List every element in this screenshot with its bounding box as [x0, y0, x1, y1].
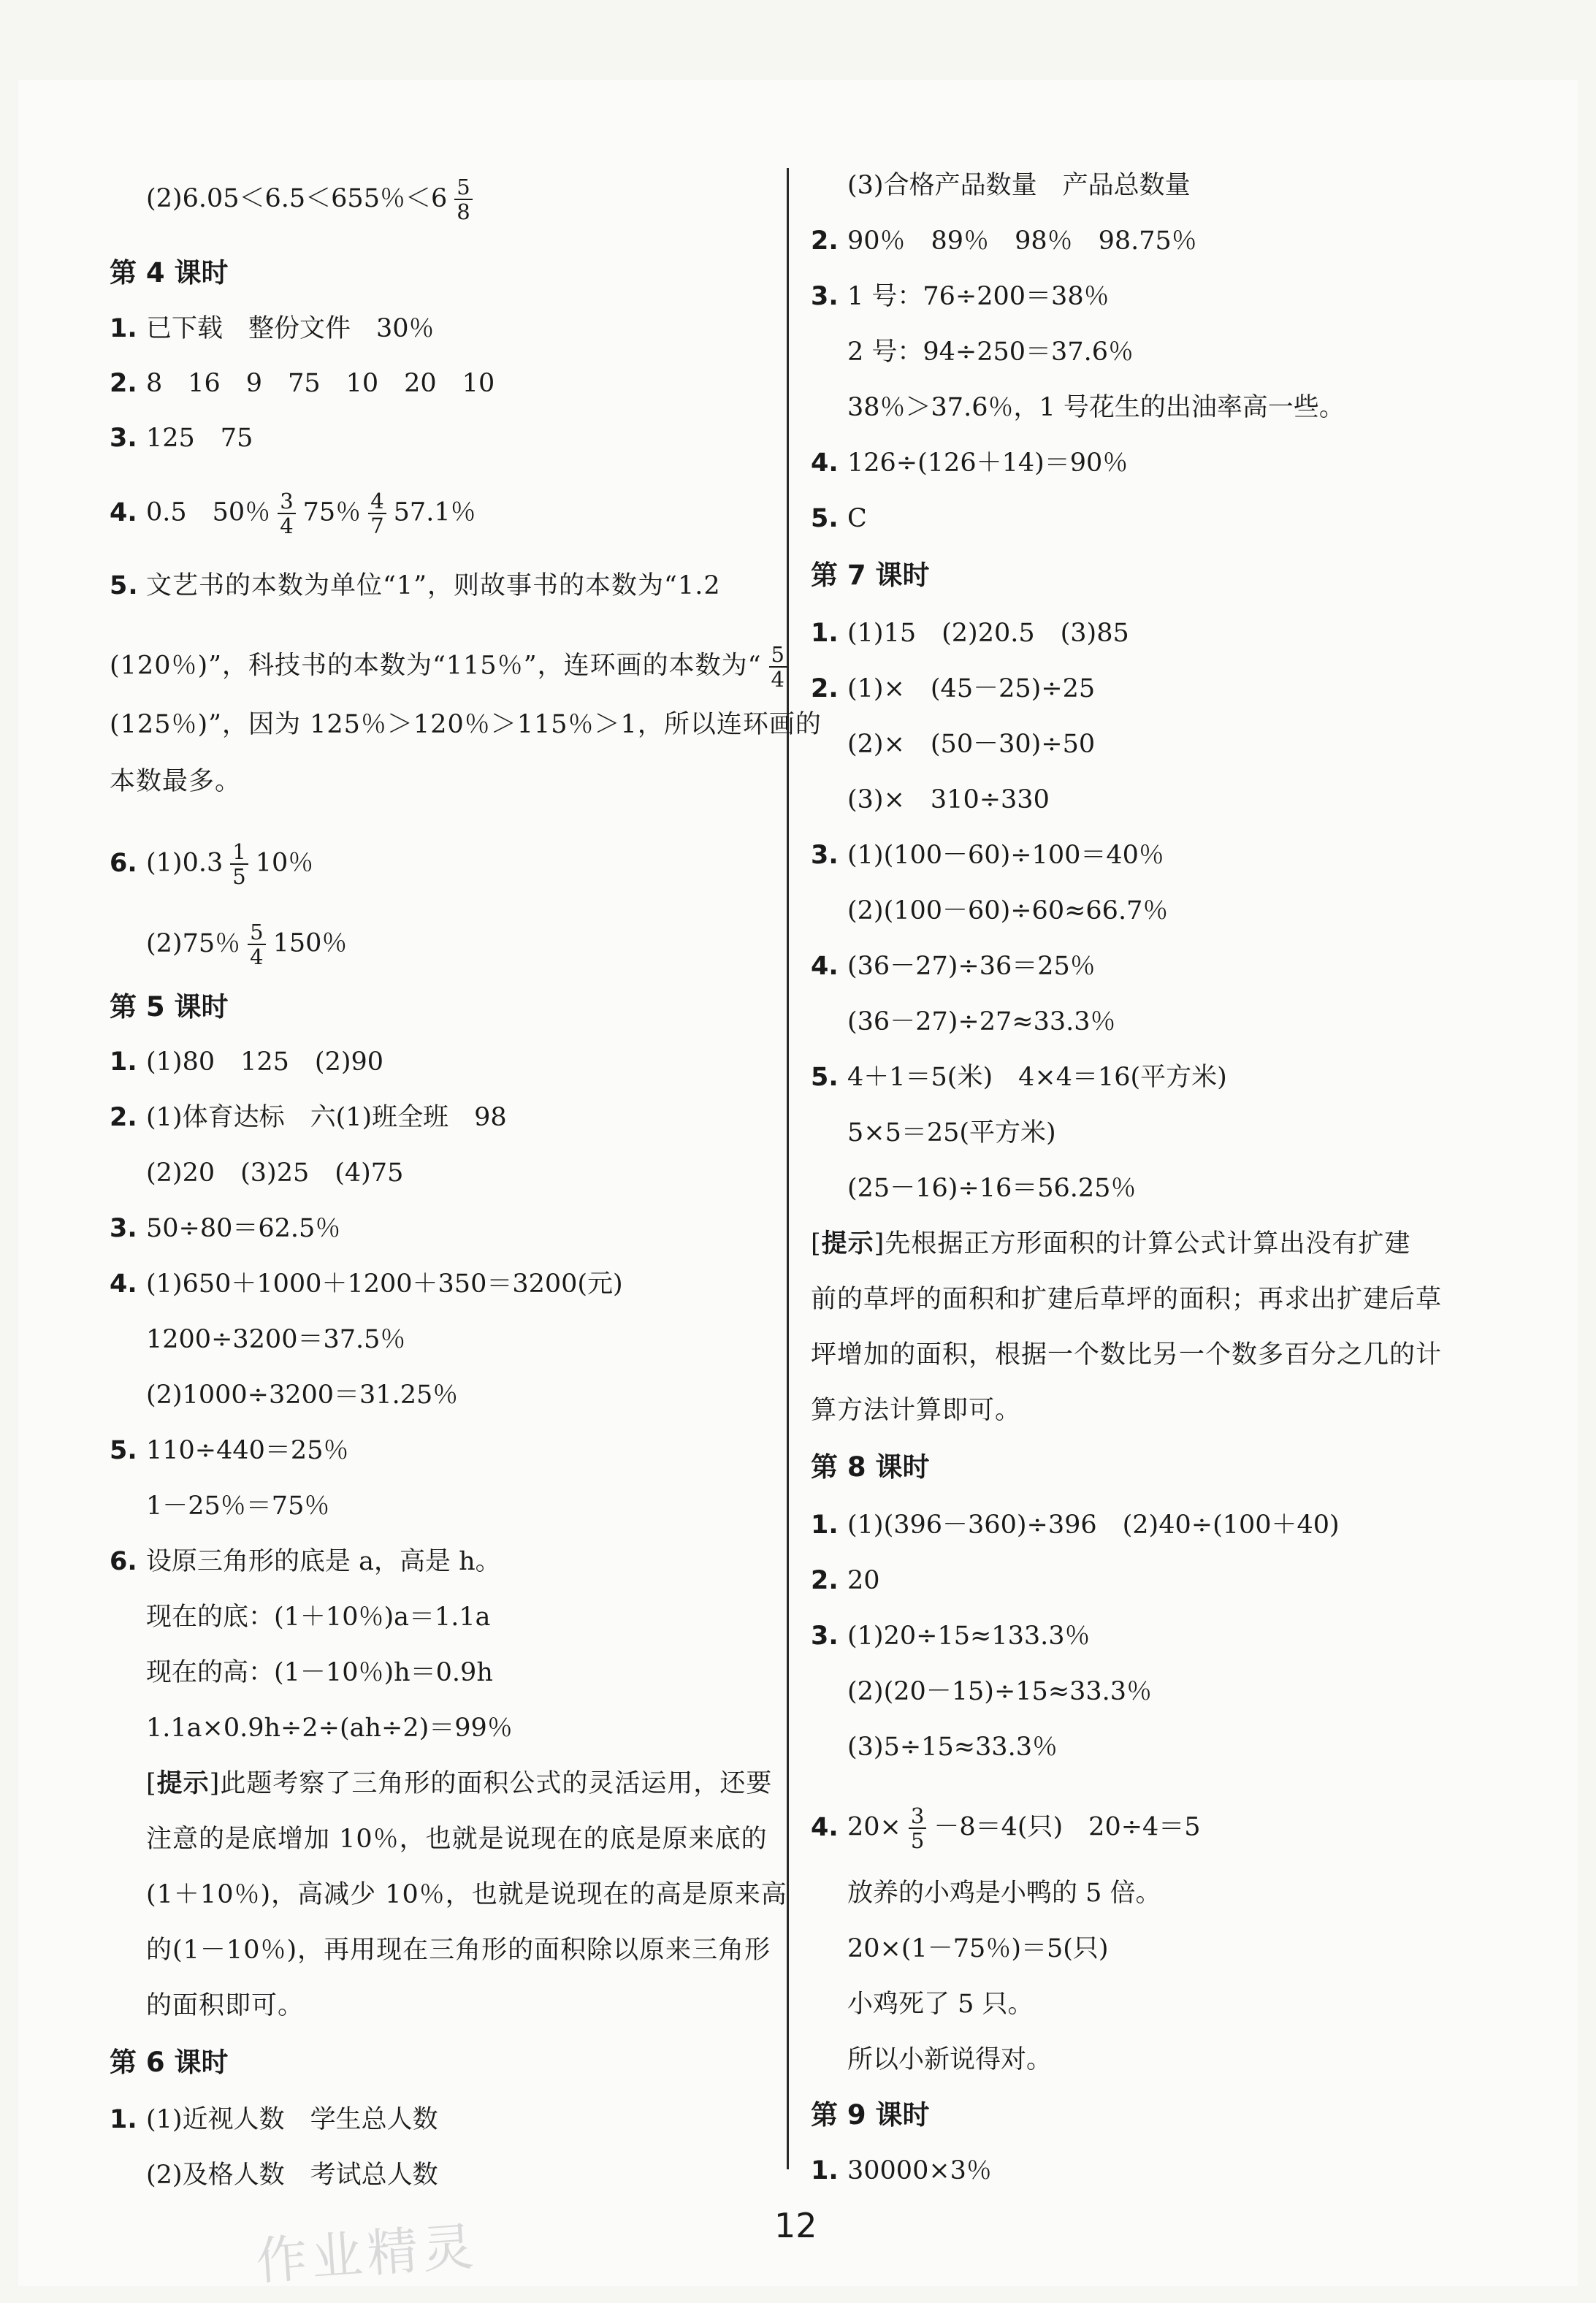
answer-line: 4. 0.5 50％ $\frac{3}{4}$ 75％ $\frac{4}{7}$ 57.1％	[110, 489, 476, 538]
answer-line: (25－16)÷16＝56.25％	[847, 1174, 1137, 1203]
tip-line: 算方法计算即可。	[811, 1396, 1022, 1425]
section-heading: 第 9 课时	[811, 2099, 930, 2131]
answer-line: 1. (1)(396－360)÷396 (2)40÷(100＋40)	[811, 1510, 1340, 1540]
tip-label: 提示	[156, 1768, 210, 1798]
answer-line: (2)20 (3)25 (4)75	[146, 1158, 404, 1188]
answer-line: 1200÷3200＝37.5％	[146, 1325, 406, 1354]
answer-line: 1. (1)近视人数 学生总人数	[110, 2105, 438, 2134]
answer-line: 5×5＝25(平方米)	[847, 1118, 1056, 1147]
answer-line: 2. 20	[811, 1566, 880, 1595]
answer-line	[110, 175, 480, 224]
tip-line: [提示]先根据正方形面积的计算公式计算出没有扩建	[811, 1229, 1411, 1259]
tip-line: 坪增加的面积，根据一个数比另一个数多百分之几的计	[811, 1340, 1443, 1370]
tip-label: 提示	[821, 1229, 874, 1259]
answer-line: 1. (1)15 (2)20.5 (3)85	[811, 619, 1129, 648]
answer-line: 3. 1 号：76÷200＝38％	[811, 282, 1110, 311]
answer-line: 1－25％＝75％	[146, 1492, 330, 1521]
answer-line: 20×(1－75％)＝5(只)	[847, 1934, 1109, 1963]
tip-line: 的(1－10％)，再用现在三角形的面积除以原来三角形	[146, 1936, 771, 1965]
answer-line: 3. (1)(100－60)÷100＝40％	[811, 841, 1164, 870]
section-heading: 第 8 课时	[811, 1451, 930, 1483]
section-heading: 第 5 课时	[110, 991, 229, 1023]
answer-line: 2. 90％ 89％ 98％ 98.75％	[811, 226, 1197, 256]
answer-line: (3)合格产品数量 产品总数量	[847, 171, 1191, 200]
section-heading: 第 6 课时	[110, 2047, 229, 2078]
answer-line: (125％)”，因为 125％＞120％＞115％＞1，所以连环画的	[110, 710, 822, 739]
answer-line: (2)75％ $\frac{5}{4}$ 150％	[146, 920, 348, 969]
answer-line: (120％)”，科技书的本数为“115％”，连环画的本数为“ $\frac{5}{4}$	[110, 643, 795, 675]
answer-line: 现在的底：(1＋10％)a＝1.1a	[146, 1603, 491, 1632]
answer-line: 2. 8 16 9 75 10 20 10	[110, 369, 495, 398]
answer-line: 1. (1)80 125 (2)90	[110, 1047, 384, 1077]
answer-line: 5. 4＋1＝5(米) 4×4＝16(平方米)	[811, 1063, 1227, 1092]
fraction: $\frac{5}{4}$	[248, 920, 265, 969]
answer-line: 小鸡死了 5 只。	[847, 1990, 1034, 2019]
answer-line: 5. 文艺书的本数为单位“1”，则故事书的本数为“1.2	[110, 571, 721, 600]
fraction: $\frac{3}{5}$	[909, 1804, 926, 1852]
answer-line: 38％＞37.6％，1 号花生的出油率高一些。	[847, 393, 1345, 422]
page-number: 12	[774, 2206, 817, 2245]
fraction: $\frac{5}{8}$	[454, 175, 472, 224]
answer-line: 4. 20× $\frac{3}{5}$ －8＝4(只) 20÷4＝5	[811, 1803, 1201, 1853]
section-heading: 第 7 课时	[811, 559, 930, 591]
fraction: $\frac{4}{7}$	[368, 489, 386, 538]
answer-line: 6. 设原三角形的底是 a，高是 h。	[110, 1547, 501, 1576]
answer-line: 4. 126÷(126＋14)＝90％	[811, 448, 1129, 478]
answer-line: (2)1000÷3200＝31.25％	[146, 1380, 459, 1410]
tip-line: 的面积即可。	[146, 1991, 305, 2020]
answer-line: 5. C	[811, 504, 867, 533]
tip-line: 前的草坪的面积和扩建后草坪的面积；再求出扩建后草	[811, 1285, 1443, 1314]
answer-line: 2. (1)× (45－25)÷25	[811, 674, 1096, 703]
answer-line: (2)(100－60)÷60≈66.7％	[847, 896, 1169, 925]
answer-line: (3)× 310÷330	[847, 785, 1050, 814]
answer-line: 3. 125 75	[110, 424, 253, 453]
answer-line: 4. (36－27)÷36＝25％	[811, 952, 1096, 981]
answer-line: 3. 50÷80＝62.5％	[110, 1214, 341, 1243]
answer-line: 本数最多。	[110, 767, 242, 796]
answer-line: 3. (1)20÷15≈133.3％	[811, 1622, 1091, 1651]
answer-text: (2)6.05＜6.5＜655％＜6	[146, 183, 448, 213]
answer-line: (2)(20－15)÷15≈33.3％	[847, 1677, 1153, 1706]
answer-line: 4. (1)650＋1000＋1200＋350＝3200(元)	[110, 1269, 623, 1299]
column-divider	[787, 168, 789, 2169]
tip-line: 注意的是底增加 10％，也就是说现在的底是原来底的	[146, 1825, 768, 1854]
tip-line: (1＋10％)，高减少 10％，也就是说现在的高是原来高	[146, 1880, 787, 1909]
answer-line: 所以小新说得对。	[847, 2045, 1053, 2074]
answer-line: 现在的高：(1－10％)h＝0.9h	[146, 1658, 493, 1687]
fraction: $\frac{1}{5}$	[230, 840, 248, 888]
watermark: 作业精灵	[253, 2216, 480, 2292]
tip-line: [提示]此题考察了三角形的面积公式的灵活运用，还要	[146, 1768, 773, 1798]
answer-line: 放养的小鸡是小鸭的 5 倍。	[847, 1879, 1161, 1908]
answer-line: (3)5÷15≈33.3％	[847, 1733, 1058, 1762]
answer-line: 1. 已下载 整份文件 30％	[110, 314, 435, 343]
answer-line: 1. 30000×3％	[811, 2156, 992, 2185]
answer-line: (2)× (50－30)÷50	[847, 730, 1096, 759]
answer-line: (36－27)÷27≈33.3％	[847, 1007, 1116, 1036]
fraction: $\frac{3}{4}$	[278, 489, 295, 538]
answer-line: 1.1a×0.9h÷2÷(ah÷2)＝99％	[146, 1714, 513, 1743]
answer-line: (2)及格人数 考试总人数	[146, 2161, 438, 2190]
answer-line: 6. (1)0.3 $\frac{1}{5}$ 10％	[110, 839, 314, 889]
section-heading: 第 4 课时	[110, 257, 229, 289]
answer-line: 2. (1)体育达标 六(1)班全班 98	[110, 1103, 507, 1132]
answer-line: 5. 110÷440＝25％	[110, 1436, 349, 1465]
fraction: $\frac{5}{4}$	[769, 643, 787, 691]
answer-line: 2 号：94÷250＝37.6％	[847, 337, 1134, 367]
